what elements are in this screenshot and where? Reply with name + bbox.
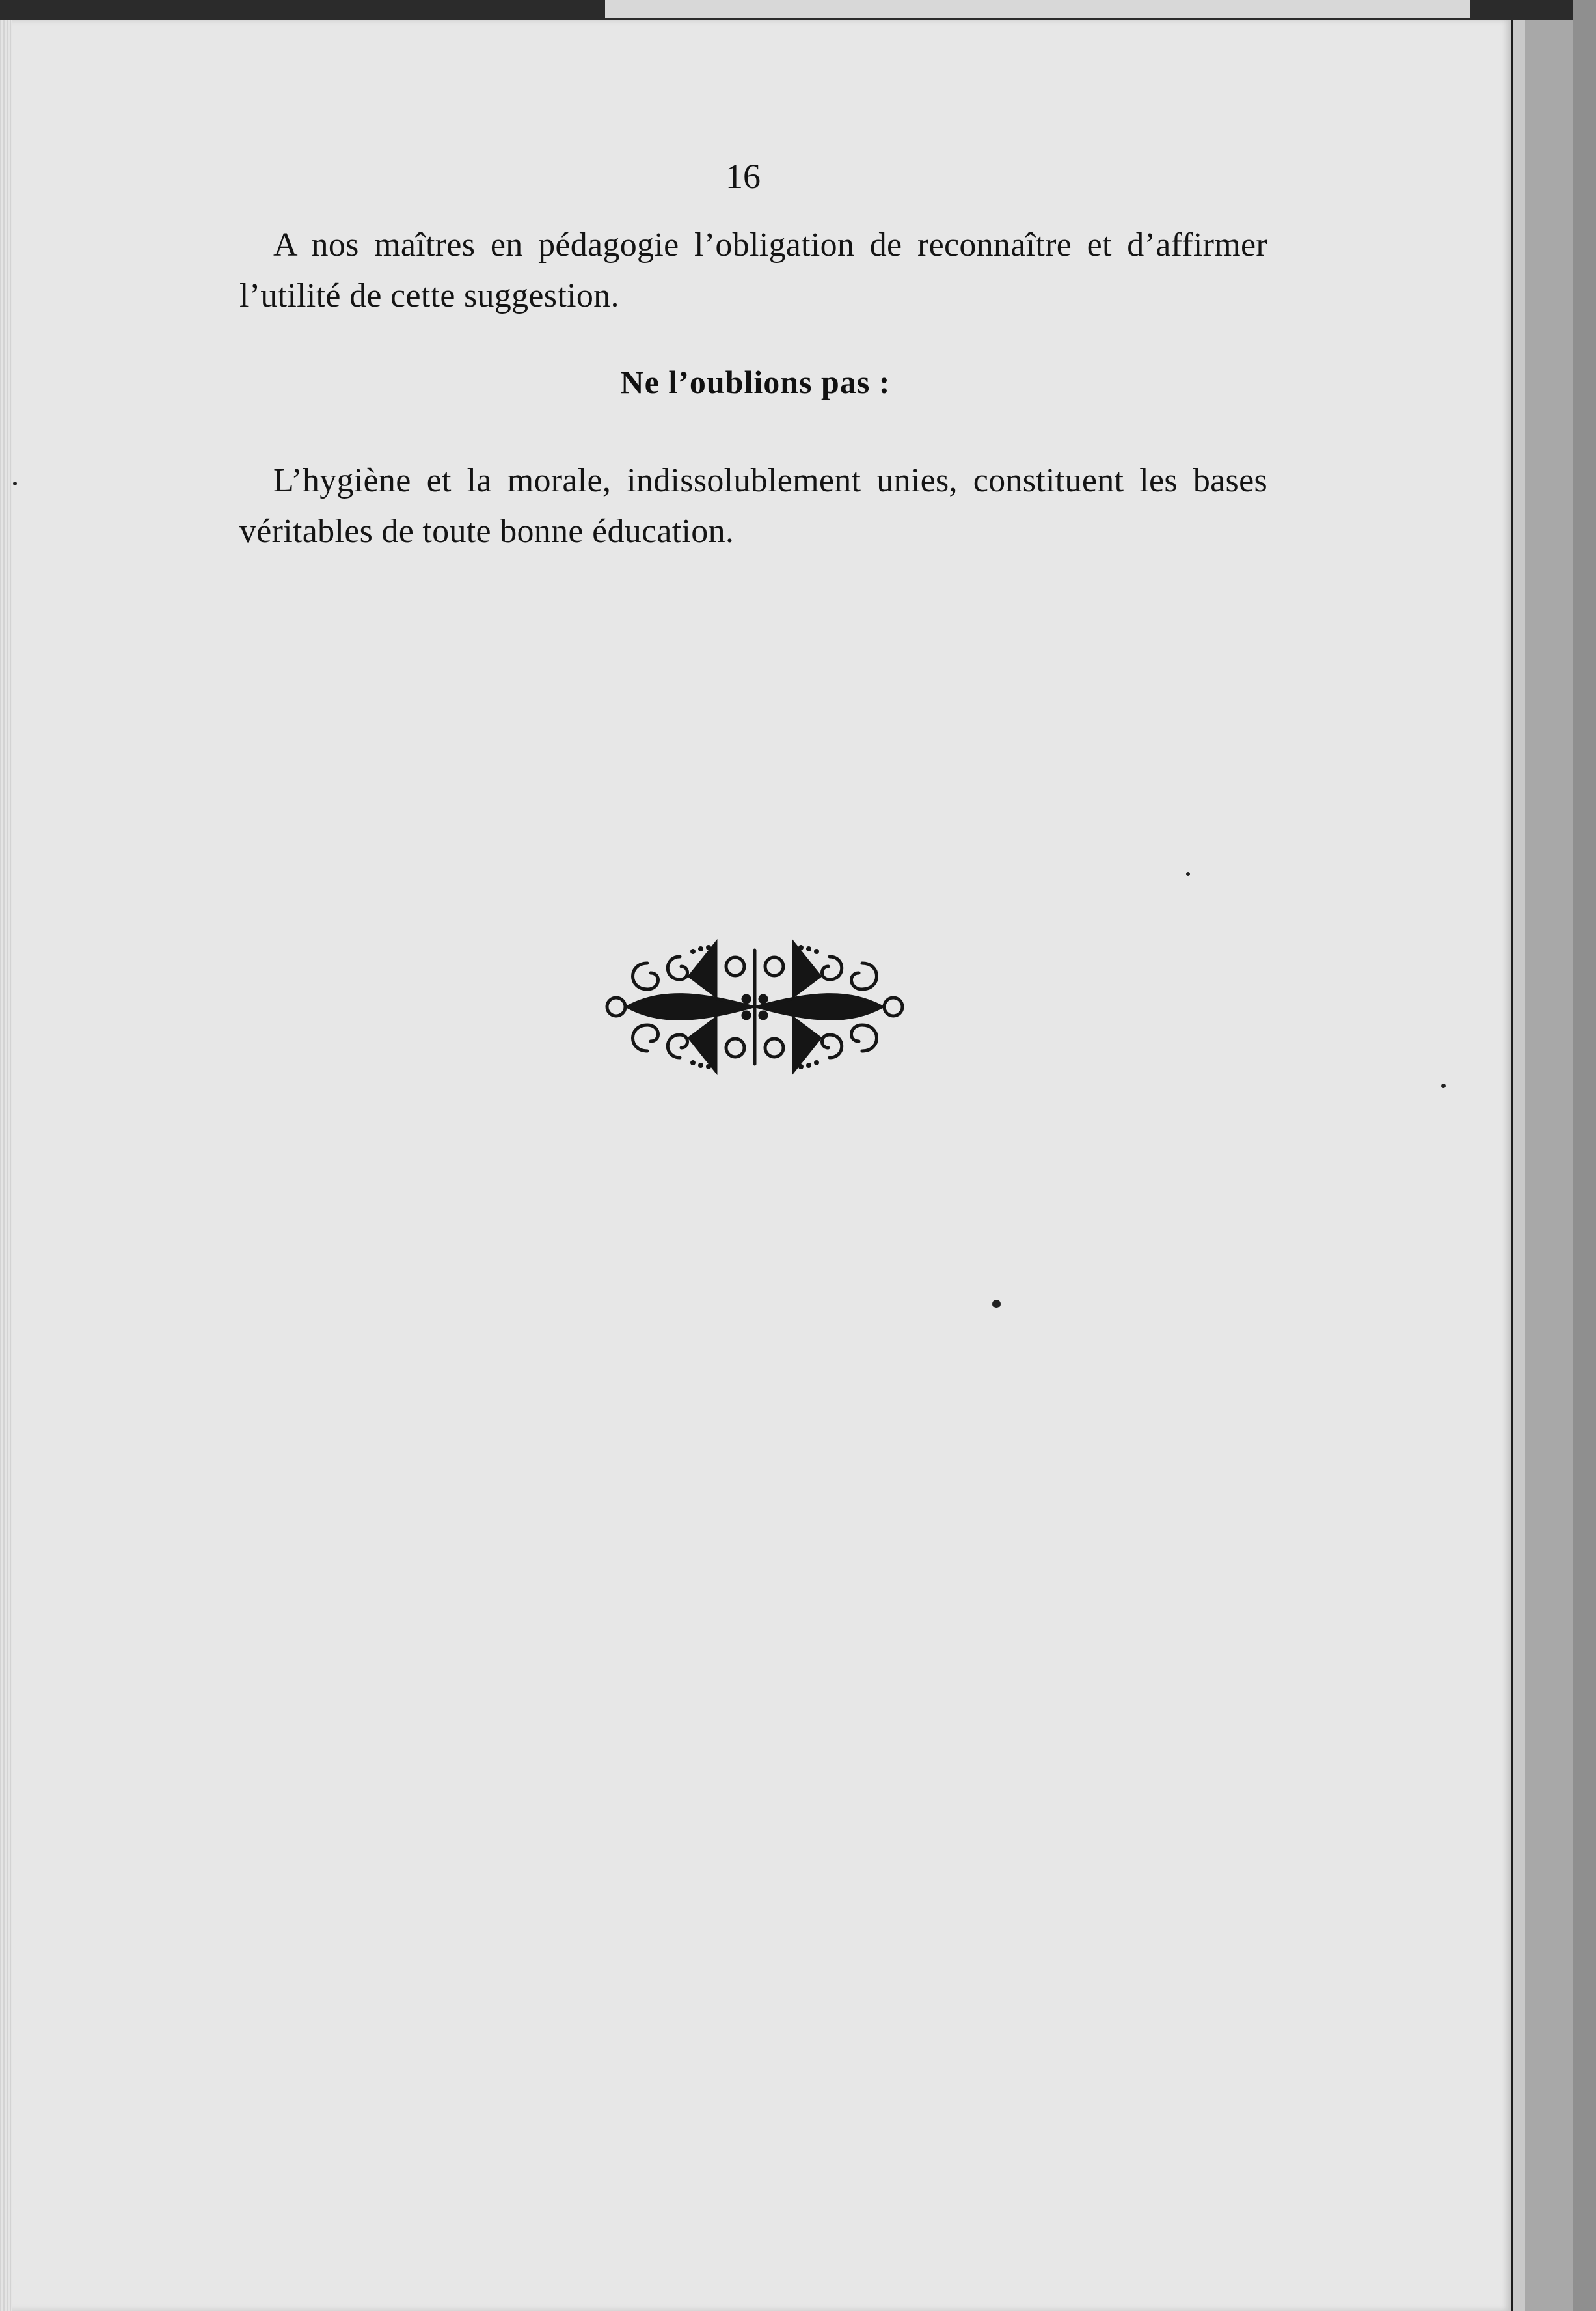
page-number: 16 bbox=[725, 157, 761, 196]
cover-outer-edge bbox=[1573, 0, 1596, 2311]
scan-speck bbox=[1186, 872, 1190, 876]
paragraph-1: A nos maîtres en pédagogie l’obligation de reconnaître et d’affirmer l’utilité de cette suggestion. bbox=[239, 226, 1267, 314]
scan-speck bbox=[1441, 1084, 1446, 1088]
fleuron-ornament-icon bbox=[602, 937, 908, 1077]
cover-binding-edge bbox=[1511, 20, 1525, 2311]
paragraph-2: L’hygiène et la morale, indissolublement unies, constituent les bases véritables de toute bonne éducation. bbox=[239, 462, 1267, 550]
section-heading: Ne l’oublions pas : bbox=[620, 364, 891, 400]
scan-top-paper-strip bbox=[605, 0, 1470, 18]
scan-speck bbox=[13, 482, 17, 485]
scan-speck bbox=[992, 1300, 1001, 1308]
